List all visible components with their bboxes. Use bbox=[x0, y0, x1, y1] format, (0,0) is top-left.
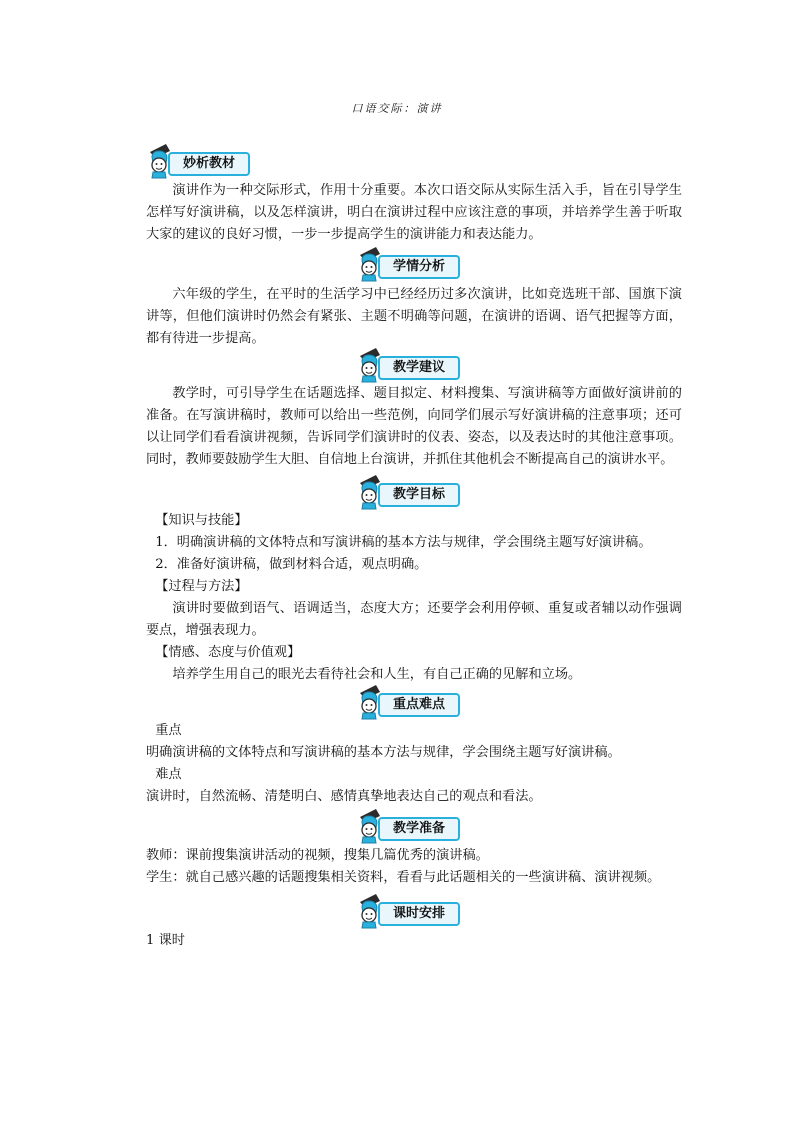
section-goals bbox=[146, 510, 682, 686]
section-header-schedule bbox=[356, 893, 476, 929]
student-prep: 学生：就自己感兴趣的话题搜集相关资料，看看与此话题相关的一些演讲稿、演讲视频。 bbox=[146, 870, 661, 885]
section-header-student-analysis bbox=[356, 246, 476, 282]
subheading-emotion: 【情感、态度与价值观】 bbox=[155, 645, 301, 660]
paragraph: 培养学生用自己的眼光去看待社会和人生，有自己正确的见解和立场。 bbox=[172, 667, 582, 682]
difficulty-label: 难点 bbox=[155, 767, 182, 782]
section-header-label: 教学准备 bbox=[378, 817, 460, 841]
section-analysis-text bbox=[146, 180, 682, 246]
paragraph: 六年级的学生，在平时的生活学习中已经经历过多次演讲，比如竞选班干部、国旗下演讲等，但他们演讲时仍然会有紧张、主题不明确等问题，在演讲的语调、语气把握等方面，都有待进一步提高。 bbox=[146, 287, 682, 346]
paragraph: 演讲作为一种交际形式，作用十分重要。本次口语交际从实际生活入手，旨在引导学生怎样写好演讲稿，以及怎样演讲，明白在演讲过程中应该注意的事项，并培养学生善于听取大家的建议的良好习惯，一步一步提高学生的演讲能力和表达能力。 bbox=[146, 183, 682, 242]
section-header-label: 教学建议 bbox=[378, 356, 460, 380]
schedule-text: 1 课时 bbox=[146, 933, 185, 948]
section-prep bbox=[146, 845, 682, 889]
section-header-label: 教学目标 bbox=[378, 483, 460, 507]
paragraph: 演讲时要做到语气、语调适当，态度大方；还要学会利用停顿、重复或者辅以动作强调要点，增强表现力。 bbox=[146, 601, 682, 638]
teacher-prep: 教师：课前搜集演讲活动的视频，搜集几篇优秀的演讲稿。 bbox=[146, 848, 489, 863]
section-student-text bbox=[146, 284, 682, 350]
subheading-knowledge: 【知识与技能】 bbox=[155, 513, 248, 528]
section-header-label: 重点难点 bbox=[378, 693, 460, 717]
section-header-label: 学情分析 bbox=[378, 255, 460, 279]
goal-item: 1．明确演讲稿的文体特点和写演讲稿的基本方法与规律，学会围绕主题写好演讲稿。 bbox=[155, 535, 652, 550]
paragraph: 教学时，可引导学生在话题选择、题目拟定、材料搜集、写演讲稿等方面做好演讲前的准备。在写演讲稿时，教师可以给出一些范例，向同学们展示写好演讲稿的注意事项；还可以让同学们看看演讲视频，告诉同学们演讲时的仪表、姿态，以及表达时的其他注意事项。同时，教师要鼓励学生大胆、自信地上台演讲，并抓住其他机会不断提高自己的演讲水平。 bbox=[146, 386, 682, 467]
goal-item: 2．准备好演讲稿，做到材料合适，观点明确。 bbox=[155, 557, 428, 572]
section-header-key-difficult bbox=[356, 684, 476, 720]
section-header-teaching-advice bbox=[356, 347, 476, 383]
key-label: 重点 bbox=[155, 723, 182, 738]
section-header-label: 课时安排 bbox=[378, 902, 460, 926]
section-key-difficult bbox=[146, 720, 682, 808]
page-title: 口语交际：演讲 bbox=[351, 102, 443, 115]
section-schedule bbox=[146, 930, 682, 952]
section-advice-text bbox=[146, 383, 682, 471]
difficulty-text: 演讲时，自然流畅、清楚明白、感情真挚地表达自己的观点和看法。 bbox=[146, 789, 542, 804]
key-text: 明确演讲稿的文体特点和写演讲稿的基本方法与规律，学会围绕主题写好演讲稿。 bbox=[146, 745, 621, 760]
section-header-teaching-goals bbox=[356, 474, 476, 510]
section-header-miaoxi bbox=[146, 143, 266, 179]
section-header-label: 妙析教材 bbox=[168, 152, 250, 176]
section-header-teaching-prep bbox=[356, 808, 476, 844]
subheading-process: 【过程与方法】 bbox=[155, 579, 248, 594]
